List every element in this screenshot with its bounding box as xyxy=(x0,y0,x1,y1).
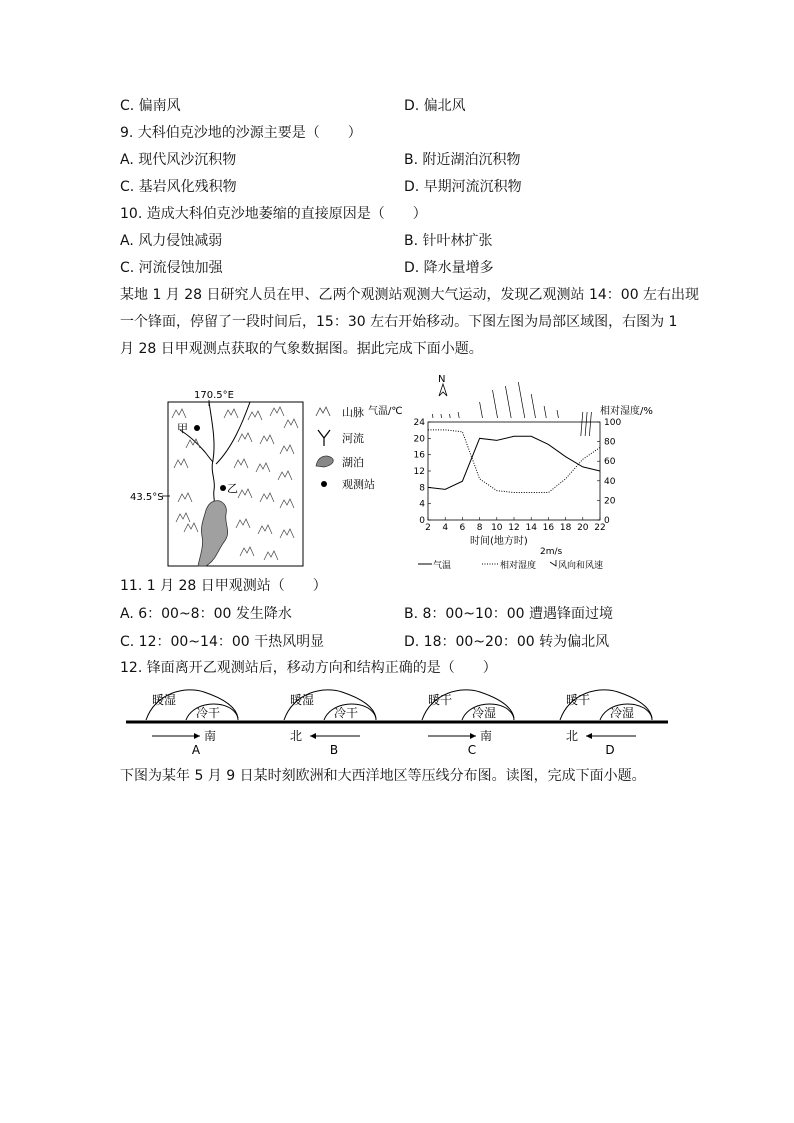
x-tick-label: 2 xyxy=(425,523,431,533)
x-tick-label: 10 xyxy=(491,523,503,533)
y-left-tick-label: 24 xyxy=(413,418,425,428)
y-right-tick-label: 80 xyxy=(604,437,616,448)
x-tick-label: 22 xyxy=(594,523,606,533)
region-map xyxy=(130,390,303,566)
y-left-tick-label: 12 xyxy=(413,467,425,477)
wind-barb xyxy=(505,386,511,418)
wind-barb xyxy=(589,412,591,436)
wind-barb xyxy=(518,382,524,418)
q8-option-d: D. 偏北风 xyxy=(404,98,466,114)
station-yi-marker xyxy=(220,485,226,491)
longitude-label: 170.5°E xyxy=(194,390,234,401)
q9-option-d: D. 早期河流沉积物 xyxy=(404,179,522,195)
arrow-head-icon xyxy=(586,733,592,739)
y-left-tick-label: 4 xyxy=(419,499,425,510)
q10-stem: 10. 造成大科伯克沙地萎缩的直接原因是（ ） xyxy=(120,206,427,222)
air-mass-lower-label: 冷湿 xyxy=(610,706,635,720)
y-right-tick-label: 60 xyxy=(604,457,616,468)
air-mass-lower-label: 冷干 xyxy=(196,706,221,720)
chart-legend xyxy=(418,559,603,571)
intro-line-2: 一个锋面，停留了一段时间后，15：30 左右开始移动。下图左图为局部区域图，右图为 1 xyxy=(120,314,678,330)
q11-stem: 11. 1 月 28 日甲观测站（ ） xyxy=(120,578,327,594)
lake-icon xyxy=(316,456,333,467)
legend-wind-label: 风向和风速 xyxy=(558,561,604,571)
wind-barb xyxy=(458,412,459,418)
x-tick-label: 20 xyxy=(577,523,589,533)
arrow-head-icon xyxy=(470,733,476,739)
x-tick-label: 12 xyxy=(508,523,520,533)
legend-temp-label: 气温 xyxy=(433,561,452,571)
intro-next: 下图为某年 5 月 9 日某时刻欧洲和大西洋地区等压线分布图。读图，完成下面小题。 xyxy=(120,768,646,784)
q11-option-a: A. 6：00~8：00 发生降水 xyxy=(120,606,292,622)
q9-option-a: A. 现代风沙沉积物 xyxy=(120,152,237,168)
wind-barb xyxy=(581,412,583,436)
direction-label: 南 xyxy=(204,729,217,743)
front-diagrams xyxy=(120,684,680,756)
weather-chart xyxy=(368,374,653,571)
q11-option-c: C. 12：00~14：00 干热风明显 xyxy=(120,634,325,650)
q10-option-c: C. 河流侵蚀加强 xyxy=(120,260,223,276)
intro-line-1: 某地 1 月 28 日研究人员在甲、乙两个观测站观测大气运动，发现乙观测站 14：00 左右出现 xyxy=(120,287,700,303)
q11-option-b: B. 8：00~10：00 遭遇锋面过境 xyxy=(404,606,614,622)
q9-option-b: B. 附近湖泊沉积物 xyxy=(404,152,521,168)
option-letter: C xyxy=(467,743,477,757)
wind-barb xyxy=(531,394,535,418)
x-axis-title: 时间(地方时) xyxy=(470,536,528,547)
wind-barb xyxy=(493,390,498,418)
wind-scale-label: 2m/s xyxy=(540,547,563,557)
direction-label: 北 xyxy=(290,729,303,743)
option-letter: B xyxy=(329,743,339,757)
wind-barb xyxy=(441,414,442,418)
arrow-head-icon xyxy=(310,733,316,739)
series-humidity-line xyxy=(428,430,600,493)
legend-river-label: 河流 xyxy=(342,432,364,445)
figure-map-and-chart xyxy=(120,372,653,572)
y-left-tick-label: 0 xyxy=(419,516,425,526)
wind-barb xyxy=(480,402,483,418)
station-jia-marker xyxy=(194,425,200,431)
air-mass-lower-label: 冷湿 xyxy=(472,706,497,720)
y-right-tick-label: 20 xyxy=(604,496,616,507)
intro-line-3: 月 28 日甲观测点获取的气象数据图。据此完成下面小题。 xyxy=(120,341,483,357)
arrow-head-icon xyxy=(194,733,200,739)
right-axis-title: 相对湿度/% xyxy=(600,406,653,417)
x-tick-label: 4 xyxy=(442,523,449,533)
mountain-icon xyxy=(316,407,330,416)
legend-humidity-label: 相对湿度 xyxy=(500,561,537,571)
q11-option-d: D. 18：00~20：00 转为偏北风 xyxy=(404,634,610,650)
option-letter: D xyxy=(605,743,615,757)
wind-barb xyxy=(450,414,451,418)
q8-option-c: C. 偏南风 xyxy=(120,98,181,114)
q10-option-b: B. 针叶林扩张 xyxy=(404,233,493,249)
q12-stem: 12. 锋面离开乙观测站后，移动方向和结构正确的是（ ） xyxy=(120,660,497,676)
legend-station-label: 观测站 xyxy=(342,478,375,491)
direction-label: 南 xyxy=(480,729,493,743)
y-right-tick-label: 100 xyxy=(604,418,622,428)
latitude-label: 43.5°S xyxy=(130,492,164,503)
q9-option-c: C. 基岩风化残积物 xyxy=(120,179,237,195)
air-mass-upper-label: 暖干 xyxy=(428,693,453,707)
air-mass-upper-label: 暖干 xyxy=(566,693,591,707)
map-legend xyxy=(316,406,375,491)
station-jia-label: 甲 xyxy=(177,422,188,435)
q9-stem: 9. 大科伯克沙地的沙源主要是（ ） xyxy=(120,125,362,141)
x-tick-label: 8 xyxy=(476,523,483,533)
q10-option-a: A. 风力侵蚀减弱 xyxy=(120,233,223,249)
air-mass-upper-label: 暖湿 xyxy=(152,693,177,707)
option-letter: A xyxy=(191,743,201,757)
series-temperature-line xyxy=(428,436,600,489)
left-axis-title: 气温/℃ xyxy=(368,406,403,417)
y-left-tick-label: 8 xyxy=(419,483,425,494)
q10-option-d: D. 降水量增多 xyxy=(404,260,494,276)
north-arrow-icon xyxy=(439,384,447,396)
x-tick-label: 18 xyxy=(559,523,572,533)
air-mass-upper-label: 暖湿 xyxy=(290,693,315,707)
station-icon xyxy=(321,481,327,487)
direction-label: 北 xyxy=(566,729,579,743)
x-tick-label: 16 xyxy=(542,523,555,533)
legend-lake-label: 湖泊 xyxy=(342,456,364,469)
wind-barb-icon xyxy=(550,560,556,566)
legend-mountain-label: 山脉 xyxy=(342,406,364,419)
x-tick-label: 6 xyxy=(459,523,466,533)
y-right-tick-label: 40 xyxy=(604,476,616,487)
station-yi-label: 乙 xyxy=(227,482,238,495)
y-left-tick-label: 20 xyxy=(413,434,425,445)
wind-barb xyxy=(557,410,558,418)
wind-barb xyxy=(432,414,433,418)
wind-barb xyxy=(585,412,587,436)
y-right-tick-label: 0 xyxy=(604,516,610,526)
x-tick-label: 14 xyxy=(525,523,537,533)
y-left-tick-label: 16 xyxy=(413,450,425,461)
north-label: N xyxy=(438,374,446,385)
air-mass-lower-label: 冷干 xyxy=(334,706,359,720)
river-icon xyxy=(318,430,330,446)
wind-barb xyxy=(544,406,546,418)
